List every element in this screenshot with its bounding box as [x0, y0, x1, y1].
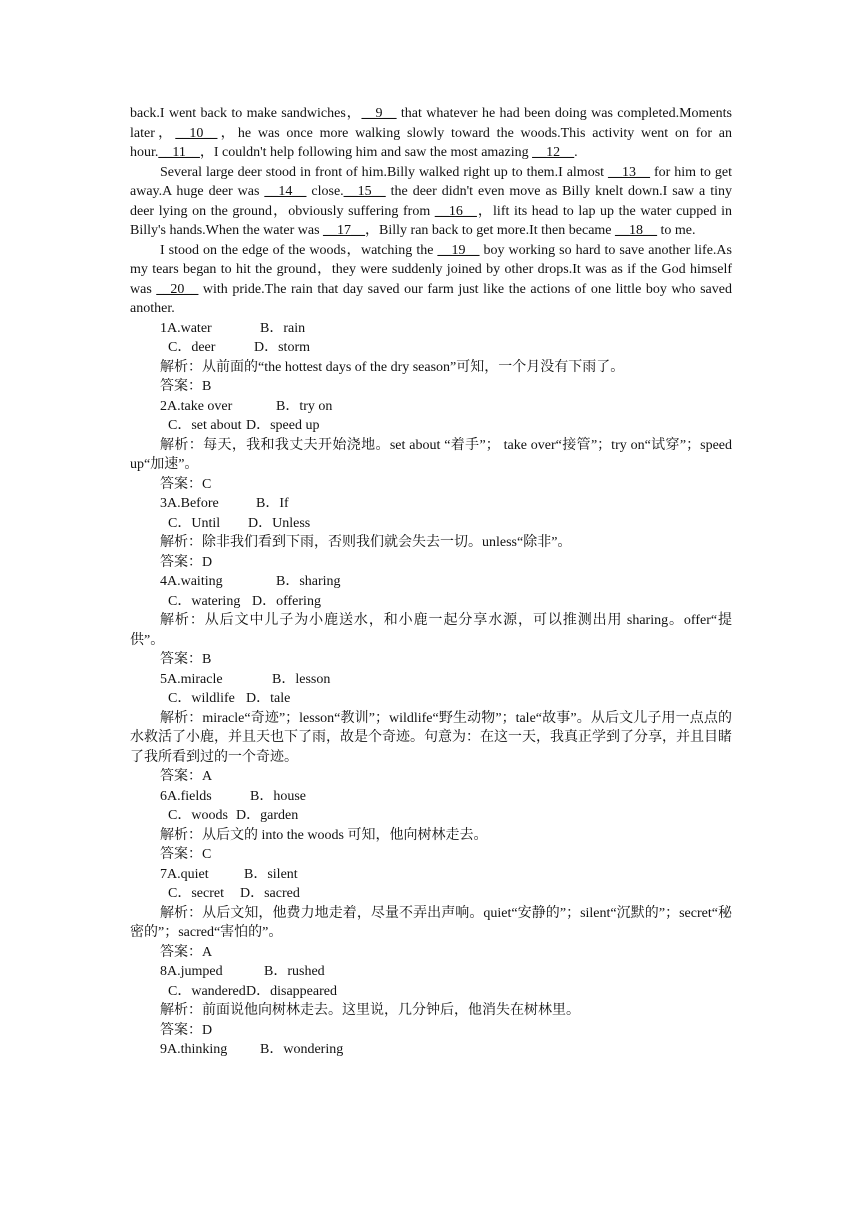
answer: 答案：D: [160, 1022, 213, 1038]
option-c: C．secret: [168, 886, 224, 901]
question-9: [130, 1040, 732, 1060]
option-b: B．If: [256, 496, 289, 511]
option-b: B．try on: [276, 398, 333, 414]
option-b: B．wondering: [260, 1042, 344, 1057]
passage-text: I stood on the edge of the woods，watching the: [160, 242, 438, 258]
option-b: B．house: [250, 788, 306, 804]
answer: 答案：A: [160, 944, 213, 960]
option-b: B．rain: [260, 320, 306, 336]
passage-text: ，lift its head to lap up the water cupped in Billy's hands.When the water was: [130, 203, 732, 238]
option-d: D．garden: [236, 808, 299, 823]
passage-text: ，he was once more walking slowly toward the woods.This activity went on for an hour.: [130, 125, 732, 160]
explanation: 解析：从后文知，他费力地走着，尽量不弄出声响。quiet“安静的”；silent“沉默的”；secret“秘密的”；sacred“害怕的”。: [130, 905, 732, 940]
passage: [130, 104, 732, 319]
answer: 答案：A: [160, 769, 213, 784]
passage-text: for him to get away.A huge deer was: [130, 164, 732, 199]
passage-text: that whatever he had been doing was completed.Moments later，: [130, 106, 732, 141]
blank: __13__: [608, 164, 651, 180]
passage-text: boy working so hard to save another life.As my tears began to hit the ground，they were suddenly joined by other drops.It was as if the God himself was: [130, 242, 732, 297]
option-d: D．sacred: [240, 886, 300, 901]
option-b: B．lesson: [272, 671, 331, 687]
passage-text: ，I couldn't help following him and saw the most amazing: [199, 145, 533, 160]
option-a: 1A.water: [160, 320, 212, 336]
explanation: 解析：除非我们看到下雨，否则我们就会失去一切。unless“除非”。: [160, 535, 572, 550]
option-c: C．woods: [168, 808, 228, 823]
option-c: C．watering: [168, 593, 241, 609]
passage-text: ，Billy ran back to get more.It then became: [365, 223, 616, 238]
question-4: [130, 572, 732, 670]
passage-paragraph: [130, 104, 732, 163]
blank: __11__: [158, 145, 200, 160]
explanation: 解析：从后文中儿子为小鹿送水，和小鹿一起分享水源，可以推测出用 sharing。offer“提供”。: [130, 613, 732, 648]
option-d: D．speed up: [246, 418, 320, 433]
blank: __20__: [156, 281, 199, 297]
question-3: [130, 494, 732, 572]
option-c: C．set about: [168, 418, 242, 433]
option-d: D．Unless: [248, 515, 311, 531]
answer: 答案：D: [160, 554, 213, 570]
question-1: [130, 319, 732, 397]
blank: __12__: [532, 145, 575, 160]
option-d: D．storm: [254, 340, 310, 355]
blank: __10__: [175, 125, 218, 141]
question-list: [130, 319, 732, 1041]
explanation: 解析：miracle“奇迹”；lesson“教训”；wildlife“野生动物”；tale“故事”。从后文儿子用一点点的水救活了小鹿，并且天也下了雨，故是个奇迹。句意为：在这一天，我真正学到了分享，并且目睹了我所看到过的一个奇迹。: [130, 710, 732, 765]
explanation: 解析：前面说他向树林走去。这里说，几分钟后，他消失在树林里。: [160, 1003, 580, 1018]
blank: __14__: [264, 184, 307, 199]
answer: 答案：B: [160, 379, 212, 394]
explanation: 解析：从前面的“the hottest days of the dry season”可知，一个月没有下雨了。: [160, 359, 625, 375]
option-a: 2A.take over: [160, 398, 233, 414]
answer: 答案：C: [160, 847, 212, 862]
passage-text: the deer didn't even move as Billy knelt down.I saw a tiny deer lying on the ground，obviously suffering from: [130, 184, 732, 219]
blank: __17__: [323, 223, 366, 238]
passage-paragraph: [130, 241, 732, 319]
question-2: [130, 397, 732, 495]
blank: __15__: [343, 184, 386, 199]
blank: __19__: [437, 242, 480, 258]
option-d: D．offering: [252, 593, 321, 609]
option-c: C．wandered: [168, 983, 246, 999]
option-a: 5A.miracle: [160, 671, 223, 687]
passage-paragraph: [130, 163, 732, 241]
option-a: 3A.Before: [160, 496, 219, 511]
explanation: 解析：从后文的 into the woods 可知，他向树林走去。: [160, 827, 488, 843]
passage-text: .: [574, 145, 578, 160]
passage-text: back.I went back to make sandwiches，: [130, 106, 362, 121]
passage-text: close.: [306, 184, 344, 199]
option-c: C．wildlife: [168, 691, 235, 706]
option-b: B．sharing: [276, 574, 341, 589]
blank: __9__: [361, 106, 397, 121]
option-a: 8A.jumped: [160, 964, 223, 979]
option-b: B．rushed: [264, 964, 325, 979]
question-6: [130, 787, 732, 865]
option-c: C．Until: [168, 515, 221, 531]
option-c: C．deer: [168, 340, 216, 355]
question-5: [130, 670, 732, 787]
option-d: D．disappeared: [246, 983, 337, 999]
answer: 答案：C: [160, 476, 212, 492]
option-a: 4A.waiting: [160, 574, 223, 589]
blank: __16__: [434, 203, 477, 219]
document-page: [130, 104, 732, 1060]
option-a: 6A.fields: [160, 788, 212, 804]
option-a: 7A.quiet: [160, 866, 209, 882]
passage-text: Several large deer stood in front of him.Billy walked right up to them.I almost: [160, 164, 609, 180]
question-7: [130, 865, 732, 963]
blank: __18__: [615, 223, 658, 238]
passage-text: to me.: [657, 223, 696, 238]
answer: 答案：B: [160, 652, 212, 667]
option-a: 9A.thinking: [160, 1042, 228, 1057]
option-d: D．tale: [246, 691, 291, 706]
option-b: B．silent: [244, 866, 298, 882]
explanation: 解析：每天，我和我丈夫开始浇地。set about “着手”； take over“接管”；try on“试穿”；speed up“加速”。: [130, 437, 732, 472]
passage-text: with pride.The rain that day saved our farm just like the actions of one little boy who saved another.: [130, 281, 732, 316]
question-8: [130, 962, 732, 1040]
